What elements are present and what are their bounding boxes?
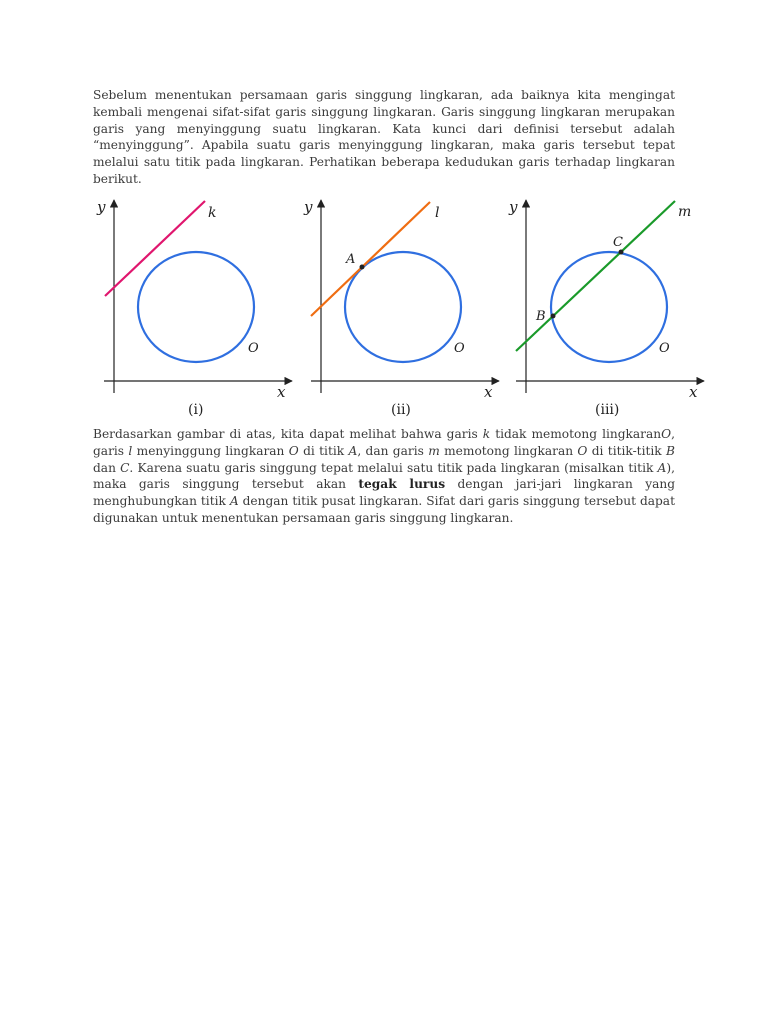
text-span: memotong lingkaran: [439, 443, 578, 458]
circle-o-ref: O: [661, 427, 672, 441]
figure-1-line-label: k: [208, 205, 217, 221]
text-span: dan: [93, 460, 121, 475]
point-a-ref: A: [657, 460, 667, 475]
text-span: dengan titik pusat lingkaran. Sifat dari garis singgung tersebut dapat digunakan untuk menentukan persamaan garis singgung lingkaran.: [93, 494, 675, 525]
figure-3-line-secant: [508, 198, 704, 418]
figure-3-point-b-label: B: [536, 309, 546, 324]
text-span: di titik-titik: [587, 443, 667, 458]
figure-2-point-a-label: A: [346, 252, 356, 267]
point-a-ref: A: [229, 494, 239, 509]
figure-1-circle: [138, 252, 254, 362]
figure-3-y-label: y: [509, 198, 518, 216]
circle-o-ref: O: [577, 443, 588, 458]
text-span: , garis: [93, 427, 675, 458]
text-span: Berdasarkan gambar di atas, kita dapat melihat bahwa garis: [93, 427, 483, 441]
figure-3-point-b: [551, 314, 556, 319]
point-a-ref: A: [348, 443, 358, 458]
text-span: ), maka garis singgung tersebut akan: [93, 460, 675, 492]
figure-2-line-l: [311, 202, 430, 316]
figure-1-line-outside: [96, 198, 292, 418]
figure-2-y-label: y: [304, 198, 313, 216]
text-span: dengan jari-jari lingkaran yang menghubungkan titik: [93, 477, 676, 509]
figure-3-point-c: [619, 250, 624, 255]
figure-2-point-a: [360, 265, 365, 270]
line-l-ref: l: [128, 443, 133, 458]
text-span: di titik: [298, 443, 349, 458]
intro-paragraph: Sebelum menentukan persamaan garis singgung lingkaran, ada baiknya kita mengingat kembali mengenai sifat-sifat garis singgung lingkaran. Garis singgung lingkaran merupakan garis yang menyinggung suatu lingkaran. Kata kunci dari definisi tersebut adalah “menyinggung”. Apabila suatu garis menyinggung lingkaran, maka garis tersebut tepat melalui satu titik pada lingkaran. Perhatikan beberapa kedudukan garis terhadap lingkaran berikut.: [93, 88, 675, 186]
figure-2-x-label: x: [484, 383, 493, 401]
text-span: . Karena suatu garis singgung tepat melalui satu titik pada lingkaran (misalkan titik: [129, 460, 658, 475]
line-m-ref: m: [428, 443, 440, 458]
figure-1-circle-label: O: [248, 341, 259, 356]
figure-2-caption: (ii): [391, 402, 411, 418]
line-k-ref: k: [482, 427, 491, 441]
text-span: tidak memotong lingkaran: [490, 427, 662, 441]
text-span: menyinggung lingkaran: [132, 443, 289, 458]
figure-3-point-c-label: C: [613, 235, 623, 250]
figure-2-circle-label: O: [454, 341, 465, 356]
explanation-paragraph: [93, 426, 675, 527]
point-c-ref: C: [120, 460, 130, 475]
circle-o-ref: O: [288, 443, 299, 458]
figure-3-circle-label: O: [659, 341, 670, 356]
figure-1-x-label: x: [277, 383, 286, 401]
emphasis-perpendicular: tegak lurus: [358, 477, 446, 492]
point-b-ref: B: [666, 443, 675, 458]
circle-line-positions-figure: [0, 0, 768, 430]
figure-3-line-label: m: [678, 204, 692, 220]
text-span: , dan garis: [357, 443, 429, 458]
figure-3-circle: [551, 252, 667, 362]
figure-2-line-tangent: [303, 198, 499, 418]
figure-3-caption: (iii): [595, 402, 620, 418]
figure-1-caption: (i): [188, 402, 204, 418]
figure-3-x-label: x: [689, 383, 698, 401]
figure-2-line-label: l: [435, 205, 440, 221]
figure-3-line-m: [516, 201, 675, 351]
figure-1-y-label: y: [97, 198, 106, 216]
figure-1-line-k: [105, 201, 205, 296]
